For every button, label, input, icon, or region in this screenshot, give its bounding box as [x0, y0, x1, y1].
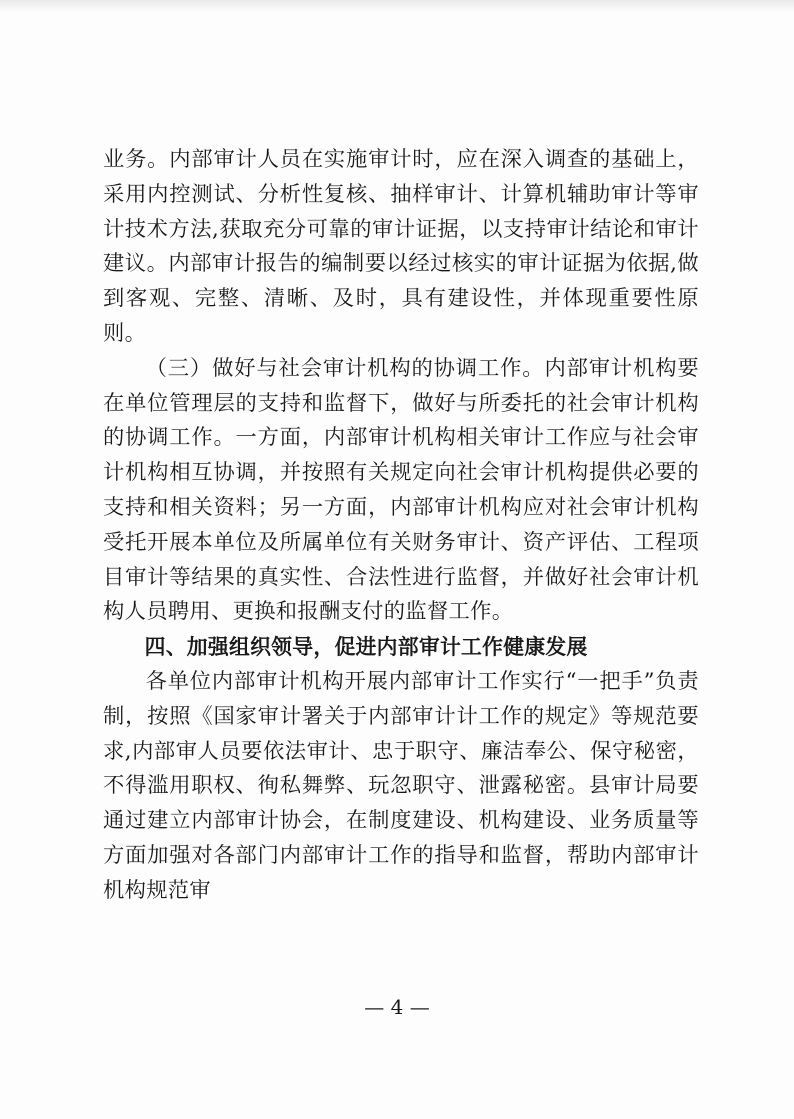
paragraph-audit-methods: 业务。内部审计人员在实施审计时，应在深入调查的基础上，采用内控测试、分析性复核、抽样审计、计算机辅助审计等审计技术方法,获取充分可靠的审计证据，以支持审计结论和审计建议。内部审计报告的编制要以经过核实的审计证据为依据,做到客观、完整、清晰、及时，具有建设性，并体现重要性原则。 — [103, 147, 699, 346]
paragraph-social-audit-coordination: （三）做好与社会审计机构的协调工作。内部审计机构要在单位管理层的支持和监督下，做好与所委托的社会审计机构的协调工作。一方面，内部审计机构相关审计工作应与社会审计机构相互协调，并按照有关规定向社会审计机构提供必要的支持和相关资料；另一方面，内部审计机构应对社会审计机构受托开展本单位及所属单位有关财务审计、资产评估、工程项目审计等结果的真实性、合法性进行监督，并做好社会审计机构人员聘用、更换和报酬支付的监督工作。 — [103, 355, 699, 625]
document-body — [103, 143, 699, 909]
page-number: — 4 — — [364, 995, 430, 1019]
scan-edge — [0, 0, 794, 12]
paragraph-organization-leadership: 各单位内部审计机构开展内部审计工作实行“一把手”负责制，按照《国家审计署关于内部审计计工作的规定》等规范要求,内部审人员要依法审计、忠于职守、廉洁奉公、保守秘密，不得滥用职权、徇私舞弊、玩忽职守、泄露秘密。县审计局要通过建立内部审计协会，在制度建设、机构建设、业务质量等方面加强对各部门内部审计工作的指导和监督，帮助内部审计机构规范审 — [103, 668, 699, 903]
section-heading: 四、加强组织领导，促进内部审计工作健康发展 — [144, 635, 588, 660]
